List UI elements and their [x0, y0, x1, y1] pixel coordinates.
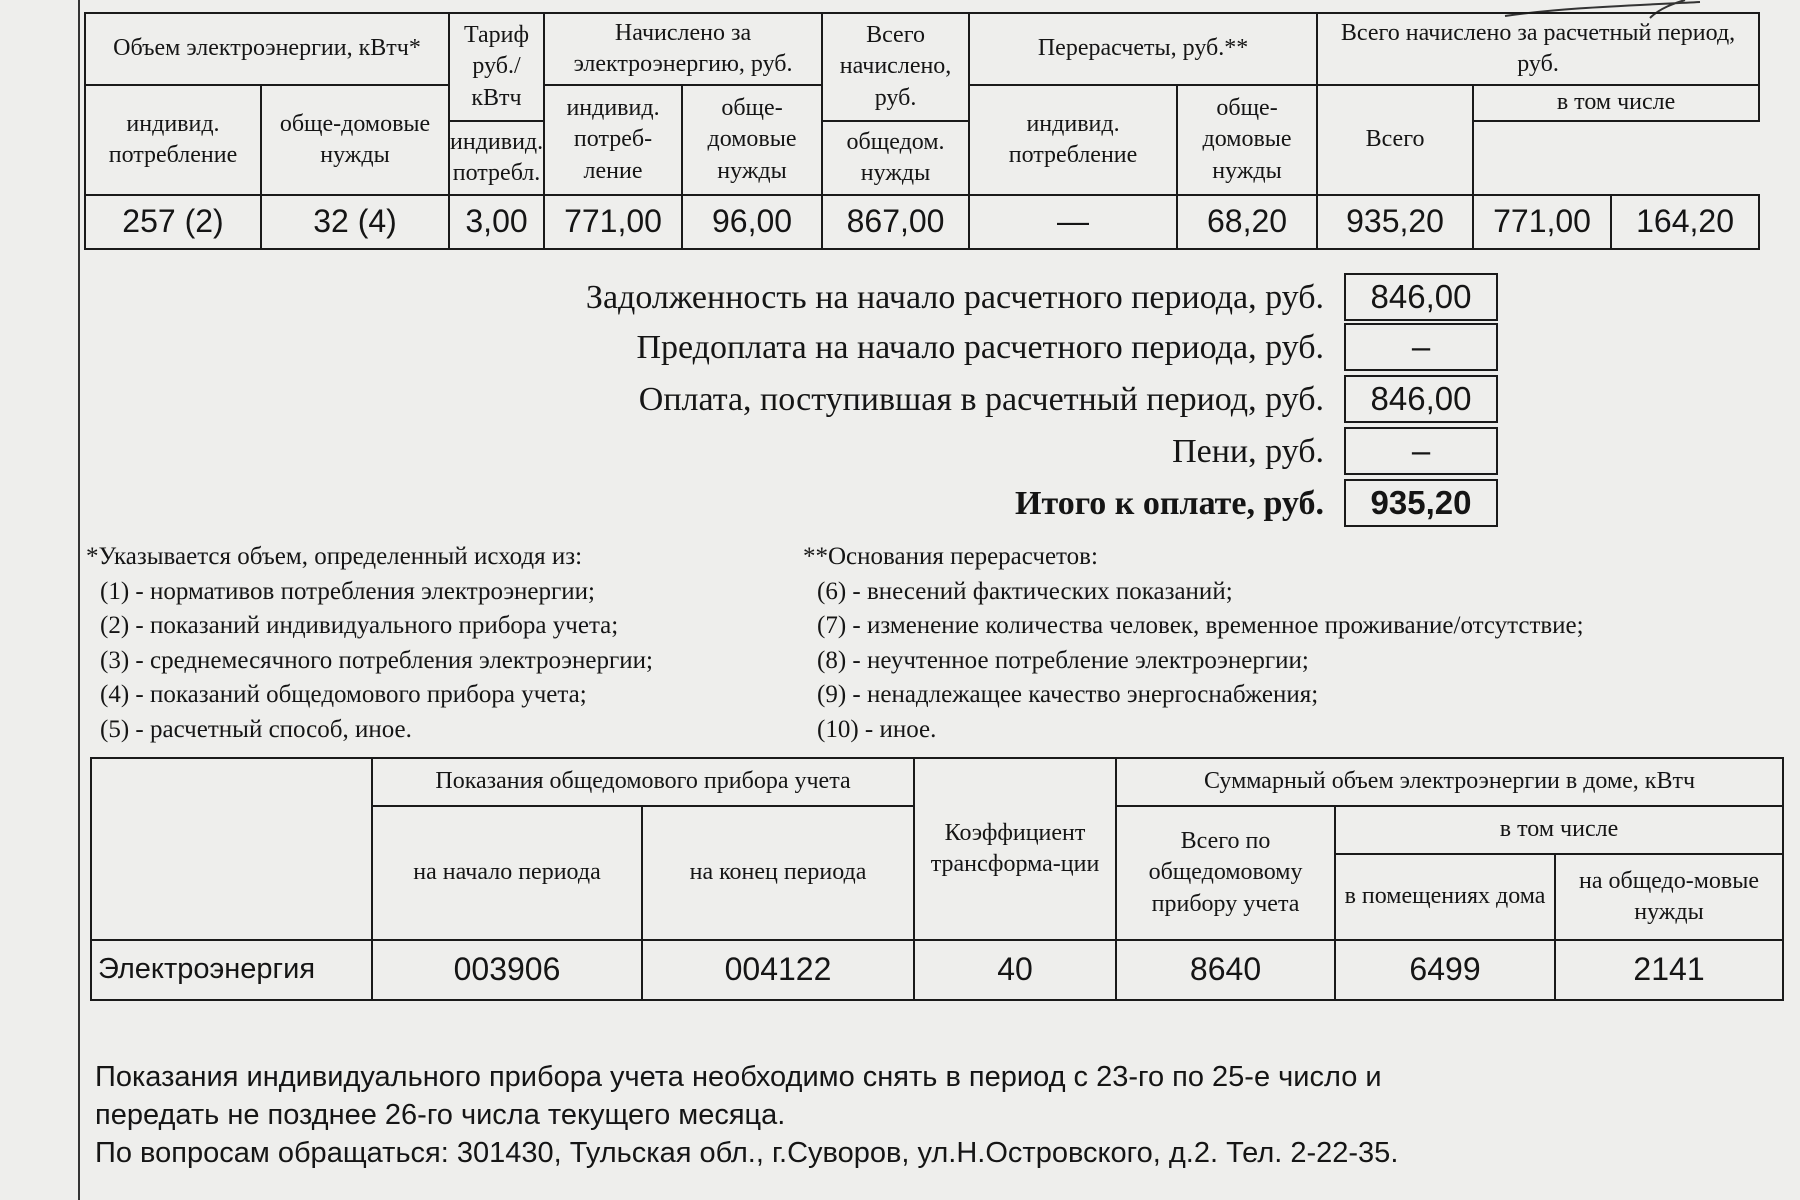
header-total: Всего [1317, 85, 1473, 195]
summary-penalty-value: – [1344, 427, 1498, 475]
header-accrued: Начислено за электроэнергию, руб. [544, 13, 822, 85]
summary-payment-row [639, 374, 1498, 426]
meter-cell-name: Электроэнергия [91, 940, 372, 1000]
footer-line-1: Показания индивидуального прибора учета необходимо снять в период с 23-го по 25-е число и [95, 1061, 1382, 1093]
header-common: обще-домовые нужды [261, 85, 449, 195]
cell-incl-individ: 771,00 [1473, 195, 1611, 249]
header-recalc-individ: индивид. потребление [969, 85, 1177, 195]
footer-instructions [95, 1058, 1398, 1172]
note-item-4: (4) - показаний общедомового прибора учета; [100, 681, 587, 708]
notes-volume-basis [86, 540, 653, 747]
note-item-1: (1) - нормативов потребления электроэнергии; [100, 577, 595, 605]
note-item-2: (2) - показаний индивидуального прибора учета; [100, 612, 619, 639]
note-item-8: (8) - неучтенное потребление электроэнергии; [817, 646, 1309, 674]
cell-total: 935,20 [1317, 195, 1473, 249]
meter-table [90, 757, 1784, 1001]
header-incl-common: общедом. нужды [822, 121, 969, 195]
meter-header-total-meter: Всего по общедомовому прибору учета [1116, 806, 1335, 940]
note-item-6: (6) - внесений фактических показаний; [817, 577, 1233, 605]
cell-recalc-common: 68,20 [1177, 195, 1317, 249]
notes-recalc-basis [803, 540, 1584, 747]
cell-vol-individ: 257 (2) [85, 195, 261, 249]
summary-penalty-row [1172, 426, 1498, 478]
header-recalc-common: обще-домовые нужды [1177, 85, 1317, 195]
meter-header-common: на общедо-мовые нужды [1555, 854, 1783, 940]
note-item-10: (10) - иное. [817, 715, 937, 743]
page-margin-line [78, 0, 80, 1200]
cell-acc-total: 867,00 [822, 195, 969, 249]
meter-header-start: на начало периода [372, 806, 642, 940]
meter-header-empty [91, 758, 372, 940]
meter-cell-common: 2141 [1555, 940, 1783, 1000]
header-tariff: Тариф руб./ кВтч [449, 13, 544, 121]
summary-prepayment-label: Предоплата на начало расчетного периода, руб. [636, 329, 1324, 366]
meter-cell-start: 003906 [372, 940, 642, 1000]
header-individ-accrued: индивид. потреб-ление [544, 85, 682, 195]
footer-line-2: передать не позднее 26-го числа текущего месяца. [95, 1099, 786, 1131]
charges-table [84, 12, 1760, 250]
meter-cell-premises: 6499 [1335, 940, 1555, 1000]
summary-prepayment-value: – [1344, 323, 1498, 371]
header-individ: индивид. потребление [85, 85, 261, 195]
summary-debt-row [586, 272, 1498, 324]
summary-total-row [1015, 478, 1498, 530]
header-volume: Объем электроэнергии, кВтч* [85, 13, 449, 85]
cell-recalc-individ: — [969, 195, 1177, 249]
header-incl-individ: индивид. потребл. [449, 121, 544, 195]
header-total-accrued: Всего начислено, руб. [822, 13, 969, 121]
header-common-accrued: обще-домовые нужды [682, 85, 822, 195]
summary-penalty-label: Пени, руб. [1172, 433, 1324, 470]
footer-line-3: По вопросам обращаться: 301430, Тульская обл., г.Суворов, ул.Н.Островского, д.2. Тел. 2-22-35. [95, 1137, 1399, 1169]
meter-cell-end: 004122 [642, 940, 914, 1000]
meter-header-end: на конец периода [642, 806, 914, 940]
meter-cell-coef: 40 [914, 940, 1116, 1000]
cell-tariff: 3,00 [449, 195, 544, 249]
meter-header-including: в том числе [1335, 806, 1783, 854]
meter-header-readings: Показания общедомового прибора учета [372, 758, 914, 806]
summary-total-value: 935,20 [1344, 479, 1498, 527]
summary-payment-label: Оплата, поступившая в расчетный период, руб. [638, 381, 1324, 418]
note-item-7: (7) - изменение количества человек, временное проживание/отсутствие; [817, 612, 1584, 639]
summary-prepayment-row [636, 322, 1498, 374]
meter-header-coef: Коэффициент трансформа-ции [914, 758, 1116, 940]
cell-vol-common: 32 (4) [261, 195, 449, 249]
meter-cell-total: 8640 [1116, 940, 1335, 1000]
meter-header-total-volume: Суммарный объем электроэнергии в доме, кВтч [1116, 758, 1783, 806]
summary-debt-value: 846,00 [1344, 273, 1498, 321]
header-including: в том числе [1473, 85, 1759, 121]
cell-incl-common: 164,20 [1611, 195, 1759, 249]
note-item-9: (9) - ненадлежащее качество энергоснабжения; [817, 681, 1319, 708]
notes-left-title: *Указывается объем, определенный исходя из: [86, 543, 583, 570]
note-item-5: (5) - расчетный способ, иное. [100, 715, 412, 743]
header-total-period: Всего начислено за расчетный период, руб. [1317, 13, 1759, 85]
header-recalc: Перерасчеты, руб.** [969, 13, 1317, 85]
summary-debt-label: Задолженность на начало расчетного периода, руб. [585, 279, 1324, 316]
cell-acc-individ: 771,00 [544, 195, 682, 249]
note-item-3: (3) - среднемесячного потребления электроэнергии; [100, 646, 653, 674]
summary-total-label: Итого к оплате, руб. [1015, 485, 1324, 522]
meter-header-premises: в помещениях дома [1335, 854, 1555, 940]
cell-acc-common: 96,00 [682, 195, 822, 249]
summary-payment-value: 846,00 [1344, 375, 1498, 423]
notes-right-title: **Основания перерасчетов: [803, 543, 1098, 570]
